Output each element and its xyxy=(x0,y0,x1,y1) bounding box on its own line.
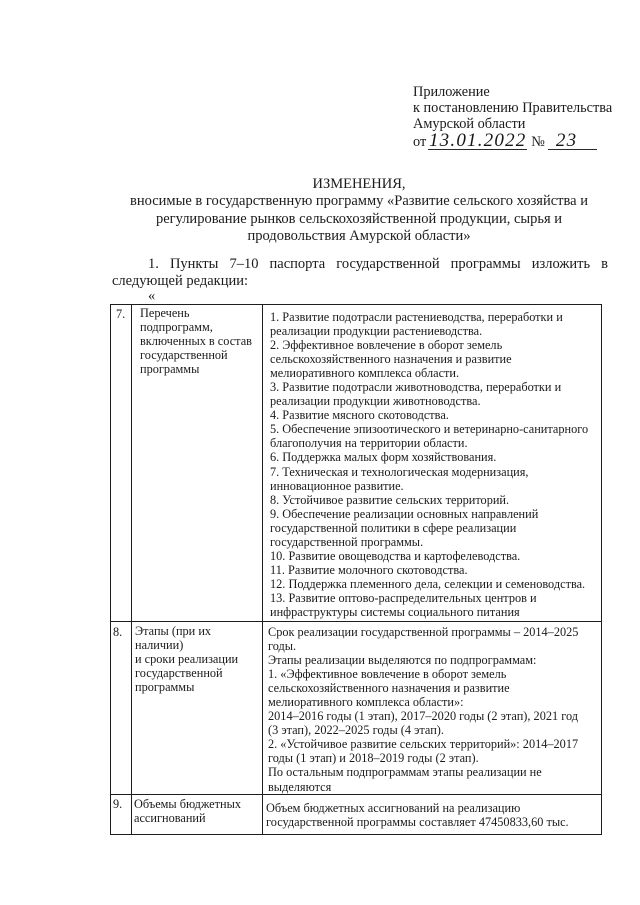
content-line: 2. «Устойчивое развитие сельских территорий»: 2014–2017 xyxy=(268,737,579,752)
content-line: 3. Развитие подотрасли животноводства, переработки и xyxy=(270,380,562,395)
content-paragraph xyxy=(270,408,599,422)
row-number-cell xyxy=(111,794,132,834)
content-line: сельскохозяйственного назначения и развитие xyxy=(268,681,510,696)
passport-table-body xyxy=(111,305,602,835)
content-line: 8. Устойчивое развитие сельских территорий. xyxy=(270,492,510,507)
label-line: Этапы (при их xyxy=(135,624,212,638)
content-line: выделяются xyxy=(268,779,332,794)
content-line: реализации продукции растениеводства. xyxy=(270,324,483,339)
label-line: ассигнований xyxy=(134,810,206,825)
content-paragraph xyxy=(270,577,599,591)
content-line: реализации продукции животноводства. xyxy=(270,394,481,409)
content-paragraph xyxy=(270,507,599,549)
label-line: программы xyxy=(135,680,195,695)
label-line: государственной xyxy=(140,348,228,363)
handwritten-number: 23 xyxy=(548,132,597,150)
content-line: 10. Развитие овощеводства и картофелеводства. xyxy=(270,548,521,563)
appendix-region-line: Амурской области xyxy=(413,116,526,132)
label-line: и сроки реализации xyxy=(135,652,239,667)
content-line: По остальным подпрограммам этапы реализации не xyxy=(268,765,542,780)
content-line: 1. Развитие подотрасли растениеводства, переработки и xyxy=(270,310,563,324)
appendix-header xyxy=(413,84,612,152)
title-heading: ИЗМЕНЕНИЯ, xyxy=(312,176,406,192)
content-line: годы (1 этап) и 2018–2019 годы (2 этап). xyxy=(268,751,479,766)
content-paragraph xyxy=(270,380,599,408)
title-line: продовольствия Амурской области» xyxy=(247,227,471,244)
label-line: программы xyxy=(140,362,200,377)
number-sign: № xyxy=(531,134,545,150)
opening-quote-mark: « xyxy=(148,288,156,304)
content-paragraph xyxy=(268,653,599,667)
content-line: благополучия на территории области. xyxy=(270,436,468,451)
handwritten-date: 13.01.2022 xyxy=(428,130,527,151)
paragraph-line: следующей редакции: xyxy=(112,273,249,289)
row-number: 7. xyxy=(116,307,126,321)
table-row xyxy=(111,794,602,834)
content-line: государственной политики в сфере реализации xyxy=(270,520,517,535)
row-label-cell xyxy=(132,794,263,834)
content-line: Этапы реализации выделяются по подпрограммам: xyxy=(268,653,537,668)
content-paragraph xyxy=(270,450,599,464)
content-line: инновационное развитие. xyxy=(270,478,404,493)
document-title xyxy=(112,176,606,245)
label-line: подпрограмм, xyxy=(140,320,213,335)
content-line: (3 этап), 2022–2025 годы (4 этап). xyxy=(268,723,444,738)
date-prefix: от xyxy=(413,134,427,150)
content-paragraph xyxy=(268,667,599,709)
title-line: регулирование рынков сельскохозяйственной продукции, сырья и xyxy=(155,210,563,227)
content-paragraph xyxy=(270,563,599,577)
content-line: мелиоративного комплекса области. xyxy=(270,366,460,381)
content-paragraph xyxy=(270,591,599,619)
content-line: 6. Поддержка малых форм хозяйствования. xyxy=(270,450,497,465)
paragraph-line: 1. Пункты 7–10 паспорта государственной программы изложить в xyxy=(148,256,608,272)
content-paragraph xyxy=(270,493,599,507)
content-paragraph xyxy=(268,709,599,737)
amendment-paragraph xyxy=(112,256,608,290)
passport-table xyxy=(110,304,602,835)
content-paragraph xyxy=(268,765,599,793)
content-line: 13. Развитие оптово-распределительных центров и xyxy=(270,590,537,605)
label-line: государственной xyxy=(135,666,223,681)
row-content-cell xyxy=(263,305,602,622)
content-line: сельскохозяйственного назначения и развитие xyxy=(270,352,512,367)
label-line: Объемы бюджетных xyxy=(134,796,241,811)
content-line: 11. Развитие молочного скотоводства. xyxy=(270,562,468,577)
content-line: 9. Обеспечение реализации основных направлений xyxy=(270,506,539,521)
content-paragraph xyxy=(270,465,599,493)
content-line: 7. Техническая и технологическая модернизация, xyxy=(270,464,529,479)
content-line: 2014–2016 годы (1 этап), 2017–2020 годы (2 этап), 2021 год xyxy=(268,709,579,724)
resolution-date-line xyxy=(413,132,612,152)
content-line: 4. Развитие мясного скотоводства. xyxy=(270,408,449,423)
label-line: включенных в состав xyxy=(140,334,252,349)
label-line: наличии) xyxy=(135,638,184,653)
content-line: годы. xyxy=(268,639,297,654)
row-content-cell xyxy=(263,794,602,834)
content-line: государственной программы составляет 47450833,60 тыс. xyxy=(266,814,569,829)
row-number: 9. xyxy=(113,796,123,811)
label-line: Перечень xyxy=(140,306,190,320)
table-row xyxy=(111,305,602,622)
row-number: 8. xyxy=(113,625,123,639)
content-line: 1. «Эффективное вовлечение в оборот земель xyxy=(268,667,507,682)
content-paragraph xyxy=(266,801,599,829)
content-paragraph xyxy=(270,310,599,338)
content-line: Объем бюджетных ассигнований на реализацию xyxy=(266,800,521,815)
content-line: 2. Эффективное вовлечение в оборот земель xyxy=(270,338,503,353)
content-paragraph xyxy=(270,422,599,450)
content-paragraph xyxy=(268,625,599,653)
appendix-label: Приложение xyxy=(413,84,490,100)
content-line: мелиоративного комплекса области»: xyxy=(268,695,464,710)
row-content-cell xyxy=(263,622,602,795)
appendix-resolution-line: к постановлению Правительства xyxy=(413,100,613,116)
content-paragraph xyxy=(270,549,599,563)
row-number-cell xyxy=(111,305,132,622)
content-line: инфраструктуры системы социального питания xyxy=(270,604,520,619)
row-label-cell xyxy=(132,622,263,795)
title-line: вносимые в государственную программу «Развитие сельского хозяйства и xyxy=(130,193,588,210)
table-row xyxy=(111,622,602,795)
content-line: 12. Поддержка племенного дела, селекции и семеноводства. xyxy=(270,576,586,591)
content-line: 5. Обеспечение эпизоотического и ветеринарно-санитарного xyxy=(270,422,589,437)
content-paragraph xyxy=(270,338,599,380)
content-paragraph xyxy=(268,737,599,765)
content-line: государственной программы. xyxy=(270,534,424,549)
row-label-cell xyxy=(132,305,263,622)
content-line: Срок реализации государственной программы – 2014–2025 xyxy=(268,625,579,639)
row-number-cell xyxy=(111,622,132,795)
